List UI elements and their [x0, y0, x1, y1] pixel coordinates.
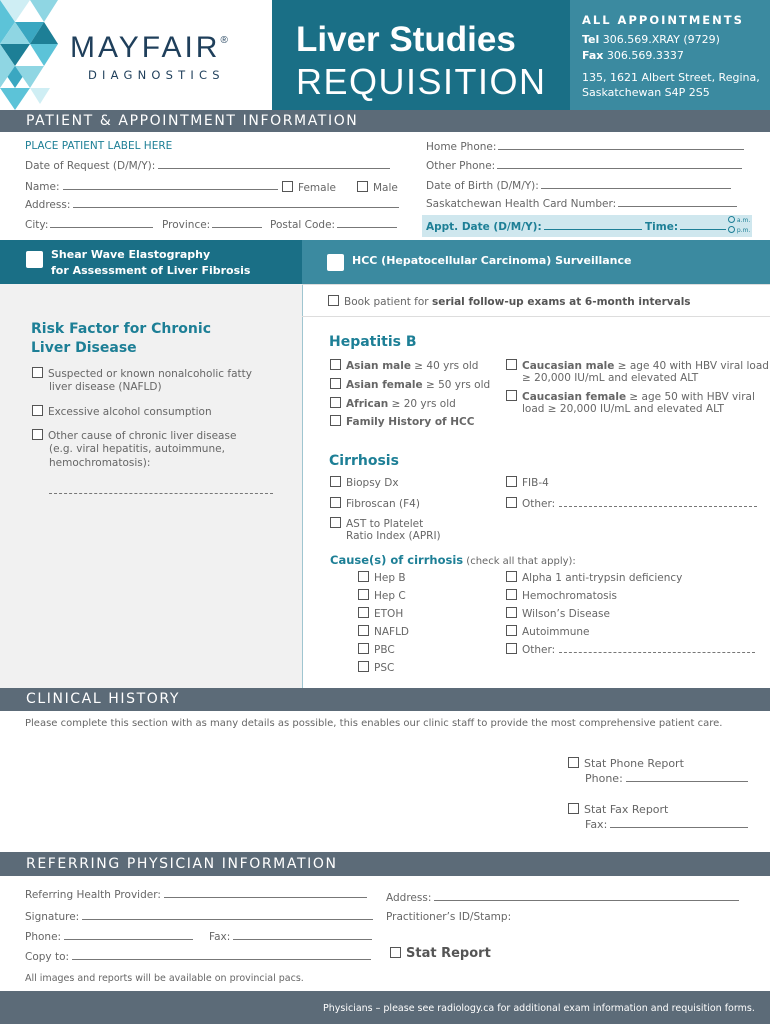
- hcc-checkbox[interactable]: [327, 254, 344, 271]
- fibroscan-checkbox[interactable]: [330, 497, 341, 508]
- risk-title-1: Risk Factor for Chronic: [31, 321, 211, 337]
- stat-fax-field-label: Fax:: [585, 818, 608, 831]
- am-label: a.m.: [736, 217, 751, 224]
- fax-number: 306.569.3337: [606, 49, 684, 62]
- hepb-right-checkbox-1[interactable]: [506, 390, 517, 401]
- nafld-label-2: liver disease (NAFLD): [49, 381, 162, 393]
- signature-label: Signature:: [25, 911, 80, 923]
- appt-date-label: Appt. Date (D/M/Y):: [426, 221, 542, 233]
- stat-report-checkbox[interactable]: [390, 947, 401, 958]
- hepb-title: Hepatitis B: [329, 334, 417, 350]
- cause-left-label-2: ETOH: [374, 608, 404, 620]
- panel-divider: [302, 284, 303, 688]
- cause-left-checkbox-0[interactable]: [358, 571, 369, 582]
- cause-right-1[interactable]: [506, 589, 617, 602]
- appointments-heading: ALL APPOINTMENTS: [582, 13, 744, 27]
- name-label: Name:: [25, 181, 60, 193]
- book-divider: [302, 284, 770, 285]
- other-phone-field[interactable]: [426, 159, 742, 172]
- cause-left-5[interactable]: [358, 661, 394, 674]
- female-label: Female: [298, 182, 336, 194]
- header: [0, 0, 770, 110]
- province-field[interactable]: [162, 218, 262, 231]
- title-line2: REQUISITION: [296, 61, 547, 102]
- stat-phone-option[interactable]: [568, 757, 684, 770]
- stat-phone-label: Stat Phone Report: [584, 757, 684, 770]
- stat-phone-checkbox[interactable]: [568, 757, 579, 768]
- fib4-checkbox[interactable]: [506, 476, 517, 487]
- clinical-history-area[interactable]: [25, 740, 555, 840]
- brand-sub: DIAGNOSTICS: [88, 68, 225, 82]
- cause-right-checkbox-1[interactable]: [506, 589, 517, 600]
- appointments-fax: [582, 49, 684, 62]
- cause-right-4[interactable]: [506, 643, 755, 656]
- causes-title: Cause(s) of cirrhosis: [330, 553, 464, 567]
- hepb-rest-1: ≥ 50 yrs old: [422, 379, 491, 391]
- home-phone-label: Home Phone:: [426, 141, 497, 153]
- cause-left-label-4: PBC: [374, 644, 395, 656]
- cause-right-checkbox-0[interactable]: [506, 571, 517, 582]
- appointments-tel: [582, 33, 720, 46]
- hepb-right-option-1[interactable]: [506, 390, 755, 403]
- pm-radio[interactable]: [728, 226, 750, 234]
- tel-label: Tel: [582, 33, 600, 46]
- date-request-field[interactable]: [25, 159, 390, 172]
- book-followup-bold: serial follow-up exams at 6-month intervals: [431, 296, 691, 308]
- id-stamp-label: Practitioner’s ID/Stamp:: [386, 911, 512, 923]
- hepb-rest-2: ≥ 20 yrs old: [388, 398, 456, 410]
- cause-right-label-4: Other:: [522, 644, 556, 656]
- cause-left-checkbox-5[interactable]: [358, 661, 369, 672]
- hepb-option-3[interactable]: [330, 415, 474, 428]
- dob-field[interactable]: [426, 179, 731, 192]
- cause-right-0[interactable]: [506, 571, 682, 584]
- physician-fax-label: Fax:: [209, 931, 231, 943]
- date-request-label: Date of Request (D/M/Y):: [25, 160, 156, 172]
- hepb-bold-3: Family History of HCC: [346, 416, 475, 428]
- appointments-address2: Saskatchewan S4P 2S5: [582, 86, 710, 99]
- copy-to-field[interactable]: [25, 950, 371, 963]
- hepb-right-line2-1: load ≥ 20,000 IU/mL and elevated ALT: [522, 403, 724, 415]
- pm-label: p.m.: [736, 227, 751, 234]
- cause-right-label-0: Alpha 1 anti-trypsin deficiency: [522, 572, 683, 584]
- elastography-title-2: for Assessment of Liver Fibrosis: [51, 264, 251, 277]
- cause-left-checkbox-4[interactable]: [358, 643, 369, 654]
- hcc-title: HCC (Hepatocellular Carcinoma) Surveillance: [352, 254, 632, 267]
- city-field[interactable]: [25, 218, 153, 231]
- signature-field[interactable]: [25, 910, 373, 923]
- copy-to-label: Copy to:: [25, 951, 70, 963]
- title-line1: Liver Studies: [296, 20, 516, 59]
- cause-left-label-3: NAFLD: [374, 626, 410, 638]
- postal-code-label: Postal Code:: [270, 219, 336, 231]
- stat-fax-field[interactable]: [585, 818, 748, 831]
- cirrhosis-option-biopsy[interactable]: [330, 476, 399, 489]
- hepb-right-option-0[interactable]: [506, 359, 769, 372]
- stat-report-label: Stat Report: [406, 946, 491, 961]
- cause-right-3[interactable]: [506, 625, 590, 638]
- address-label: Address:: [25, 199, 71, 211]
- cause-left-label-5: PSC: [374, 662, 395, 674]
- cause-right-checkbox-2[interactable]: [506, 607, 517, 618]
- provider-label: Referring Health Provider:: [25, 889, 161, 901]
- province-label: Province:: [162, 219, 211, 231]
- physician-fax-field[interactable]: [209, 930, 372, 943]
- hepb-right-rest-1: ≥ age 50 with HBV viral: [626, 391, 755, 403]
- city-label: City:: [25, 219, 49, 231]
- fibroscan-label: Fibroscan (F4): [346, 498, 420, 510]
- pacs-note: All images and reports will be available on provincial pacs.: [25, 973, 304, 984]
- stat-fax-label: Stat Fax Report: [584, 803, 669, 816]
- brand-name: MAYFAIR: [70, 31, 221, 64]
- hepb-checkbox-0[interactable]: [330, 359, 341, 370]
- hepb-right-bold-0: Caucasian male: [522, 360, 615, 372]
- clinical-section-bar: [0, 688, 770, 711]
- home-phone-field[interactable]: [426, 140, 744, 153]
- book-followup-option[interactable]: [328, 295, 691, 308]
- patient-section-title: PATIENT & APPOINTMENT INFORMATION: [26, 113, 359, 129]
- hepb-option-0[interactable]: [330, 359, 478, 372]
- risk-title-2: Liver Disease: [31, 340, 137, 356]
- cirrhosis-option-other[interactable]: [506, 497, 757, 510]
- cause-left-label-0: Hep B: [374, 572, 406, 584]
- brand-logo: [70, 31, 228, 65]
- hepb-right-checkbox-0[interactable]: [506, 359, 517, 370]
- cirrhosis-other-checkbox[interactable]: [506, 497, 517, 508]
- logo-pattern-icon: [0, 0, 62, 110]
- elastography-header[interactable]: [0, 240, 302, 284]
- fib4-label: FIB-4: [522, 477, 549, 489]
- elastography-checkbox[interactable]: [26, 251, 43, 268]
- hepb-checkbox-1[interactable]: [330, 378, 341, 389]
- cirrhosis-option-fib4[interactable]: [506, 476, 549, 489]
- cause-right-checkbox-4[interactable]: [506, 643, 517, 654]
- cause-left-2[interactable]: [358, 607, 403, 620]
- other-cause-checkbox[interactable]: [32, 429, 43, 440]
- clinical-section-title: CLINICAL HISTORY: [26, 691, 181, 707]
- cause-left-3[interactable]: [358, 625, 409, 638]
- appt-date-field[interactable]: [426, 220, 642, 233]
- female-checkbox[interactable]: [282, 181, 336, 194]
- cirrhosis-option-fibroscan[interactable]: [330, 497, 420, 510]
- stat-phone-field-label: Phone:: [585, 772, 623, 785]
- physician-address-label: Address:: [386, 892, 432, 904]
- physician-section-bar: [0, 852, 770, 876]
- patient-section-bar: [0, 110, 770, 132]
- hepb-bold-1: Asian female: [346, 379, 423, 391]
- alcohol-option[interactable]: [32, 405, 212, 418]
- cause-right-label-2: Wilson’s Disease: [522, 608, 610, 620]
- cause-right-label-3: Autoimmune: [522, 626, 590, 638]
- health-card-field[interactable]: [426, 197, 737, 210]
- hepb-checkbox-3[interactable]: [330, 415, 341, 426]
- book-followup-checkbox[interactable]: [328, 295, 339, 306]
- cirrhosis-title: Cirrhosis: [329, 453, 399, 469]
- alcohol-checkbox[interactable]: [32, 405, 43, 416]
- cirrhosis-option-apri[interactable]: [330, 517, 423, 530]
- cause-left-4[interactable]: [358, 643, 395, 656]
- hepb-checkbox-2[interactable]: [330, 397, 341, 408]
- footer-text: Physicians – please see radiology.ca for additional exam information and requisition forms.: [323, 1003, 755, 1014]
- cause-left-checkbox-3[interactable]: [358, 625, 369, 636]
- other-cause-label-2: (e.g. viral hepatitis, autoimmune,: [49, 443, 225, 455]
- cause-left-0[interactable]: [358, 571, 406, 584]
- id-stamp-field[interactable]: [386, 911, 511, 923]
- stat-fax-checkbox[interactable]: [568, 803, 579, 814]
- am-radio[interactable]: [728, 216, 750, 224]
- pm-radio-circle[interactable]: [728, 226, 735, 233]
- cause-left-label-1: Hep C: [374, 590, 406, 602]
- female-checkbox-box[interactable]: [282, 181, 293, 192]
- hepb-right-line2-0: ≥ 20,000 IU/mL and elevated ALT: [522, 372, 699, 384]
- cause-right-label-1: Hemochromatosis: [522, 590, 618, 602]
- apri-label-1: AST to Platelet: [346, 518, 424, 530]
- apri-label-2: Ratio Index (APRI): [346, 530, 441, 542]
- other-cause-option[interactable]: [32, 429, 236, 442]
- tel-number: 306.569.XRAY (9729): [602, 33, 720, 46]
- hepb-right-rest-0: ≥ age 40 with HBV viral load: [614, 360, 769, 372]
- hepb-option-2[interactable]: [330, 397, 456, 410]
- nafld-checkbox[interactable]: [32, 367, 43, 378]
- hepb-right-bold-1: Caucasian female: [522, 391, 627, 403]
- elastography-title-1: Shear Wave Elastography: [51, 248, 211, 261]
- physician-address-field[interactable]: [386, 891, 739, 904]
- physician-section-title: REFERRING PHYSICIAN INFORMATION: [26, 856, 338, 872]
- clinical-instructions: Please complete this section with as many details as possible, this enables our clinic staff to provide the most comprehensive patient care.: [25, 718, 723, 729]
- stat-report-option[interactable]: [390, 946, 491, 961]
- causes-heading: [330, 553, 576, 567]
- provider-field[interactable]: [25, 888, 367, 901]
- cause-left-1[interactable]: [358, 589, 406, 602]
- hepb-rest-0: ≥ 40 yrs old: [410, 360, 479, 372]
- alcohol-label: Excessive alcohol consumption: [48, 406, 212, 418]
- registered-mark: ®: [220, 35, 228, 46]
- book-followup-prefix: Book patient for: [344, 296, 432, 308]
- dob-label: Date of Birth (D/M/Y):: [426, 180, 539, 192]
- fax-label: Fax: [582, 49, 604, 62]
- other-cause-label-1: Other cause of chronic liver disease: [48, 430, 237, 442]
- apri-checkbox[interactable]: [330, 517, 341, 528]
- book-bottom-divider: [302, 316, 770, 317]
- cause-right-2[interactable]: [506, 607, 610, 620]
- cause-left-checkbox-2[interactable]: [358, 607, 369, 618]
- male-checkbox-box[interactable]: [357, 181, 368, 192]
- other-phone-label: Other Phone:: [426, 160, 496, 172]
- nafld-label-1: Suspected or known nonalcoholic fatty: [48, 368, 252, 380]
- health-card-label: Saskatchewan Health Card Number:: [426, 198, 617, 210]
- male-checkbox[interactable]: [357, 181, 398, 194]
- patient-label-here: PLACE PATIENT LABEL HERE: [25, 140, 173, 152]
- other-cause-label-3: hemochromatosis):: [49, 457, 151, 469]
- hepb-bold-0: Asian male: [346, 360, 411, 372]
- am-radio-circle[interactable]: [728, 216, 735, 223]
- other-cause-line[interactable]: [49, 493, 273, 494]
- hepb-bold-2: African: [346, 398, 389, 410]
- cause-left-checkbox-1[interactable]: [358, 589, 369, 600]
- address-field[interactable]: [25, 198, 399, 211]
- nafld-option[interactable]: [32, 367, 252, 380]
- cause-right-checkbox-3[interactable]: [506, 625, 517, 636]
- hepb-option-1[interactable]: [330, 378, 490, 391]
- causes-note: (check all that apply):: [463, 556, 576, 567]
- stat-phone-field[interactable]: [585, 772, 748, 785]
- postal-code-field[interactable]: [270, 218, 397, 231]
- physician-phone-field[interactable]: [25, 930, 193, 943]
- appointments-address1: 135, 1621 Albert Street, Regina,: [582, 71, 760, 84]
- stat-fax-option[interactable]: [568, 803, 668, 816]
- cirrhosis-other-label: Other:: [522, 498, 556, 510]
- appt-time-label: Time:: [645, 221, 679, 233]
- biopsy-checkbox[interactable]: [330, 476, 341, 487]
- appt-time-field[interactable]: [645, 220, 726, 233]
- physician-phone-label: Phone:: [25, 931, 62, 943]
- name-field[interactable]: [25, 180, 278, 193]
- biopsy-label: Biopsy Dx: [346, 477, 399, 489]
- male-label: Male: [373, 182, 398, 194]
